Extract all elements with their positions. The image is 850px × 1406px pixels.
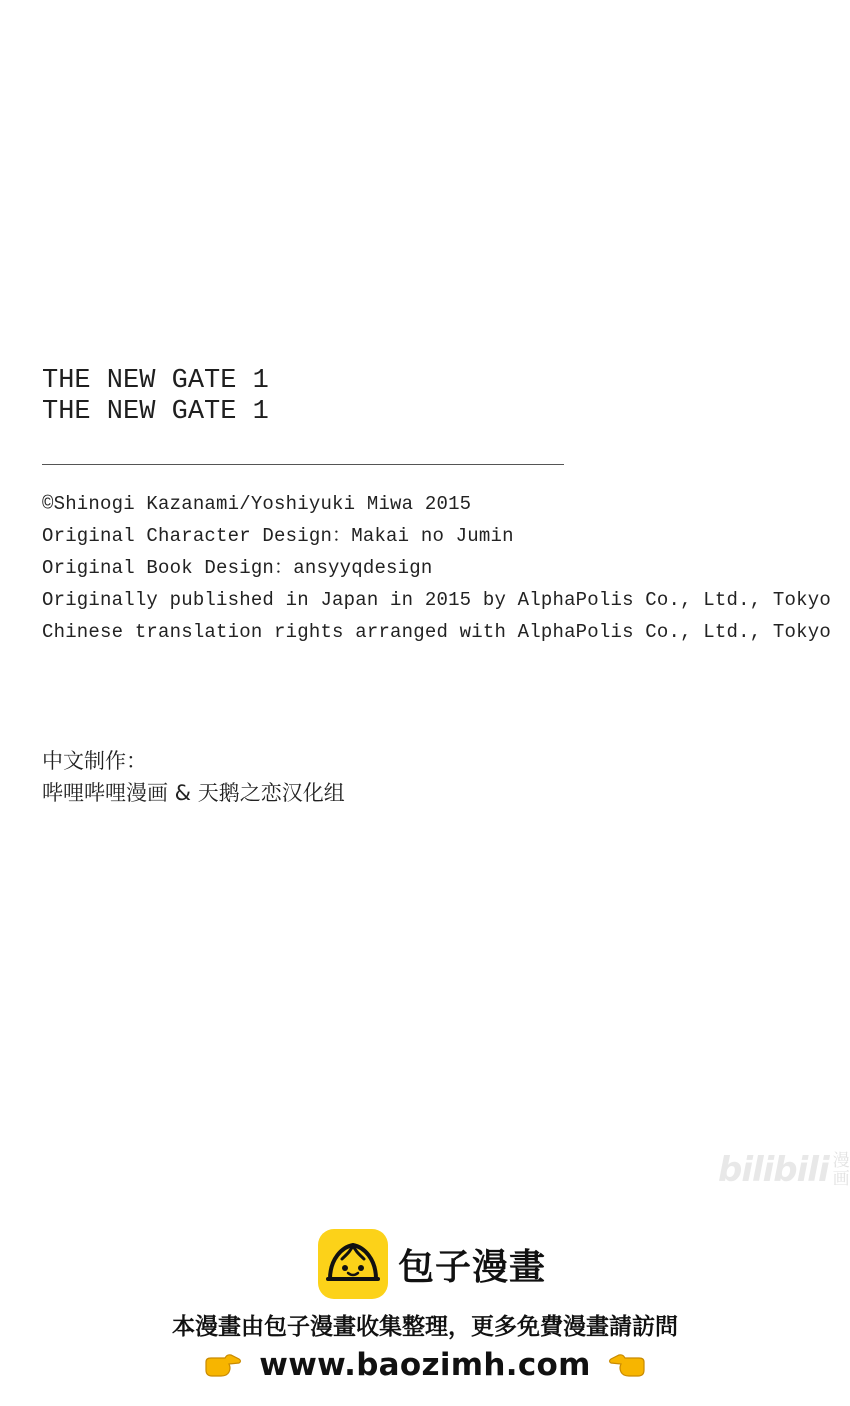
url-row[interactable] <box>0 1344 850 1386</box>
book-title-secondary: THE NEW GATE 1 <box>42 397 269 427</box>
translation-rights-credit: Chinese translation rights arranged with AlphaPolis Co., Ltd., Tokyo <box>42 621 831 643</box>
pointing-right-hand-icon <box>203 1350 243 1380</box>
copyright-line: ©Shinogi Kazanami/Yoshiyuki Miwa 2015 <box>42 493 472 515</box>
book-design-credit: Original Book Design：ansyyqdesign <box>42 557 433 579</box>
bilibili-watermark-sub: 漫画 <box>832 1151 850 1189</box>
baozi-brand-name: 包子漫畫 <box>398 1246 547 1288</box>
publication-credit: Originally published in Japan in 2015 by AlphaPolis Co., Ltd., Tokyo <box>42 589 831 611</box>
divider <box>42 464 564 465</box>
site-url-link[interactable]: www.baozimh.com <box>259 1347 591 1383</box>
chinese-production-label: 中文制作： <box>42 749 147 773</box>
bilibili-watermark <box>718 1148 850 1192</box>
baozi-logo-icon <box>318 1229 388 1299</box>
pointing-left-hand-icon <box>607 1350 647 1380</box>
baozi-brand[interactable] <box>318 1228 546 1300</box>
bilibili-watermark-text: bilibili <box>718 1150 829 1190</box>
character-design-credit: Original Character Design：Makai no Jumin <box>42 525 514 547</box>
book-title: THE NEW GATE 1 <box>42 366 269 396</box>
promo-text: 本漫畫由包子漫畫收集整理，更多免費漫畫請訪問 <box>172 1314 678 1340</box>
chinese-production-groups: 哔哩哔哩漫画 & 天鹅之恋汉化组 <box>42 781 345 805</box>
